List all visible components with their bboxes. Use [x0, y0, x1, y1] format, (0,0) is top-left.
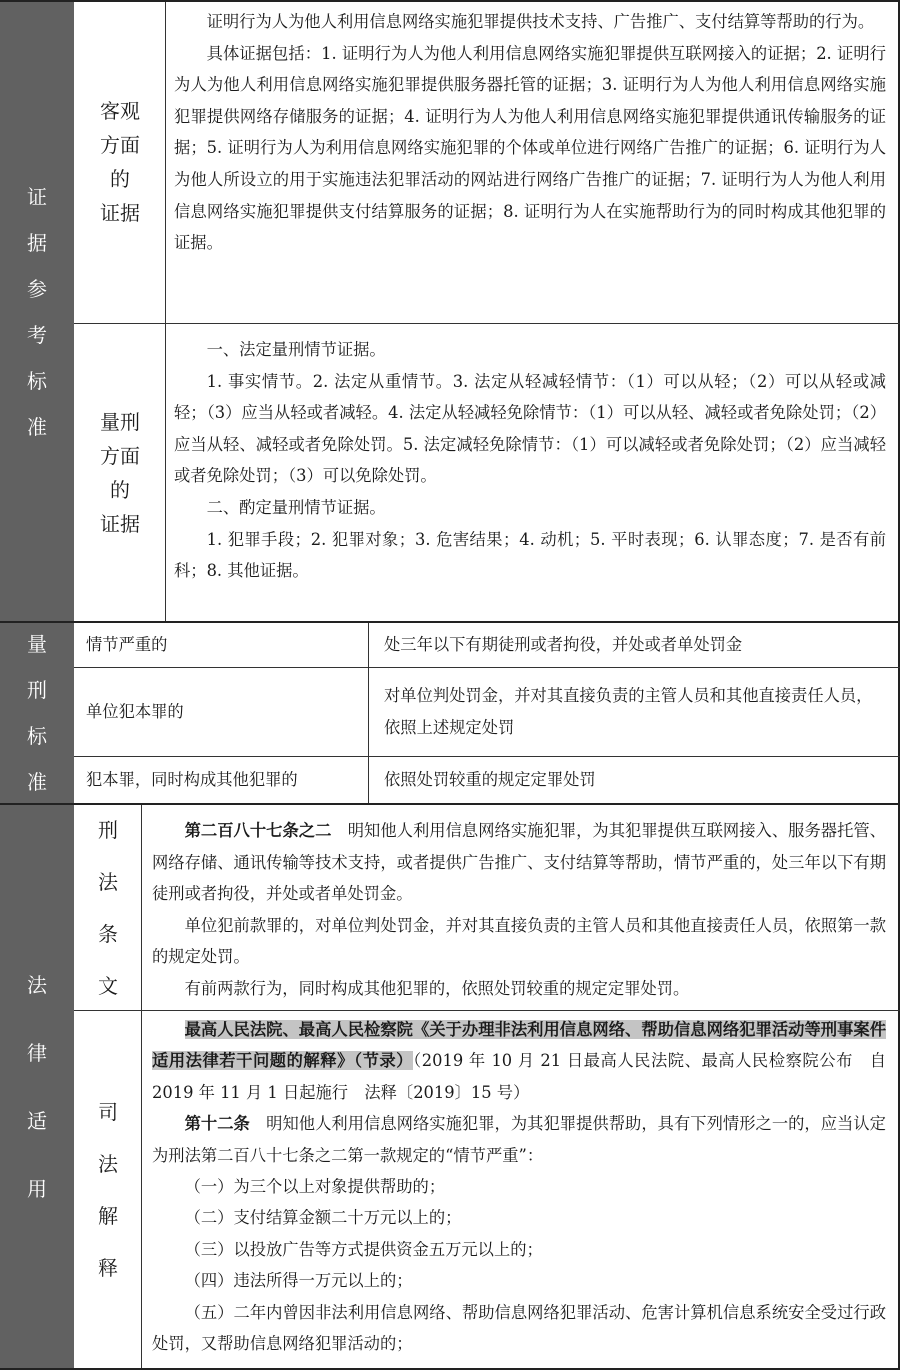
side-char: 律	[27, 1040, 47, 1065]
penalty-cell: 依照处罚较重的规定定罪处罚	[384, 770, 596, 790]
paragraph: 单位犯前款罪的，对单位判处罚金，并对其直接负责的主管人员和其他直接责任人员，依照第一款的规定处罚。	[152, 915, 886, 967]
side-char: 标	[27, 369, 47, 393]
label-line: 法	[98, 869, 118, 894]
side-char: 证	[27, 185, 47, 209]
column-divider	[141, 805, 142, 1368]
list-item: （一）为三个以上对象提供帮助的；	[184, 1177, 446, 1197]
side-char: 法	[27, 972, 47, 997]
condition-cell: 单位犯本罪的	[86, 702, 184, 722]
column-divider	[368, 623, 369, 803]
paragraph: 1. 犯罪手段；2. 犯罪对象；3. 危害结果；4. 动机；5. 平时表现；6. 认罪态度；7. 是否有前科；8. 其他证据。	[174, 529, 886, 581]
side-char: 用	[27, 1176, 47, 1201]
label-line: 证据	[100, 512, 140, 536]
label-line: 证据	[100, 201, 140, 225]
law-application-side-label	[0, 805, 74, 1368]
evidence-standard-side-label	[0, 2, 74, 622]
article-text: 明知他人利用信息网络实施犯罪，为其犯罪提供帮助，具有下列情形之一的，应当认定为刑法第二百八十七条之二第一款规定的“情节严重”：	[152, 1114, 886, 1165]
article-title: 第十二条	[184, 1114, 250, 1134]
label-line: 客观	[100, 99, 140, 123]
paragraph: 二、酌定量刑情节证据。	[206, 497, 386, 517]
sentencing-standard-side-label	[0, 623, 74, 803]
criminal-law-label	[74, 805, 142, 1010]
label-line: 司	[98, 1099, 118, 1124]
document-meta: （2019 年 10 月 21 日最高人民法院、最高人民检察院公布 自 2019 年 11 月 1 日起施行 法释〔2019〕15 号）	[152, 1051, 886, 1102]
document-title-paragraph	[152, 1014, 886, 1108]
side-char: 据	[27, 231, 47, 255]
label-line: 量刑	[100, 410, 140, 434]
judicial-interpretation-text	[152, 1014, 886, 1359]
objective-evidence-text	[174, 6, 886, 259]
side-char: 适	[27, 1108, 47, 1133]
paragraph: 具体证据包括：1. 证明行为人为他人利用信息网络实施犯罪提供互联网接入的证据；2. 证明行为人为他人利用信息网络实施犯罪提供服务器托管的证据；3. 证明行为人为他人利用信息网络实施犯罪提供网络存储服务的证据；4. 证明行为人为他人利用信息网络实施犯罪提供通讯传输服务的证据；5. 证明行为人为利用信息网络实施犯罪的个体或单位进行网络广告推广的证据；6. 证明行为人为他人所设立的用于实施违法犯罪活动的网站进行网络广告推广的证据；7. 证明行为人为他人利用信息网络实施犯罪提供支付结算服务的证据；8. 证明行为人在实施帮助行为的同时构成其他犯罪的证据。	[174, 43, 886, 253]
label-line: 释	[98, 1255, 118, 1280]
paragraph: 1. 事实情节。2. 法定从重情节。3. 法定从轻减轻情节：（1）可以从轻；（2）可以从轻或减轻；（3）应当从轻或者减轻。4. 法定从轻减轻免除情节：（1）可以从轻、减轻或者免除处罚；（2）应当从轻、减轻或者免除处罚。5. 法定减轻免除情节：（1）可以减轻或者免除处罚；（2）应当减轻或者免除处罚；（3）可以免除处罚。	[174, 371, 886, 486]
sentencing-evidence-text	[174, 334, 886, 587]
paragraph: 一、法定量刑情节证据。	[206, 340, 386, 359]
label-line: 法	[98, 1151, 118, 1176]
side-char: 准	[27, 415, 47, 439]
row-divider	[74, 323, 900, 324]
label-line: 刑	[98, 817, 118, 842]
label-line: 方面	[100, 133, 140, 157]
penalty-cell: 对单位判处罚金，并对其直接负责的主管人员和其他直接责任人员，依照上述规定处罚	[384, 686, 873, 737]
condition-cell: 犯本罪，同时构成其他犯罪的	[86, 770, 298, 790]
label-line: 的	[110, 167, 130, 191]
list-item: （二）支付结算金额二十万元以上的；	[184, 1208, 462, 1228]
list-item: （五）二年内曾因非法利用信息网络、帮助信息网络犯罪活动、危害计算机信息系统安全受过行政处罚，又帮助信息网络犯罪活动的；	[152, 1302, 886, 1354]
list-item: （四）违法所得一万元以上的；	[184, 1271, 413, 1291]
condition-cell: 情节严重的	[86, 635, 168, 655]
side-char: 刑	[27, 678, 47, 702]
side-char: 考	[27, 323, 47, 347]
list-item: （三）以投放广告等方式提供资金五万元以上的；	[184, 1239, 543, 1259]
label-line: 解	[98, 1203, 118, 1228]
criminal-law-text	[152, 815, 886, 1005]
paragraph: 证明行为人为他人利用信息网络实施犯罪提供技术支持、广告推广、支付结算等帮助的行为。	[206, 12, 875, 31]
objective-evidence-label	[74, 2, 166, 322]
document-title: 最高人民法院、最高人民检察院《关于办理非法利用信息网络、帮助信息网络犯罪活动等刑事案件适用法律若干问题的解释》（节录）	[152, 1020, 886, 1071]
article-text: 明知他人利用信息网络实施犯罪，为其犯罪提供互联网接入、服务器托管、网络存储、通讯传输等技术支持，或者提供广告推广、支付结算等帮助，情节严重的，处三年以下有期徒刑或者拘役，并处或者单处罚金。	[152, 821, 886, 904]
label-line: 条	[98, 921, 118, 946]
label-line: 的	[110, 478, 130, 502]
column-divider	[165, 2, 166, 622]
side-char: 标	[27, 724, 47, 748]
row-divider	[74, 1010, 900, 1011]
label-line: 方面	[100, 444, 140, 468]
article-title: 第二百八十七条之二	[184, 821, 332, 840]
article-paragraph	[152, 1108, 886, 1171]
sentencing-evidence-label	[74, 324, 166, 622]
side-char: 参	[27, 277, 47, 301]
judicial-interpretation-label	[74, 1011, 142, 1368]
penalty-cell: 处三年以下有期徒刑或者拘役，并处或者单处罚金	[384, 635, 743, 655]
side-char: 准	[27, 770, 47, 794]
article-paragraph	[152, 815, 886, 910]
paragraph: 有前两款行为，同时构成其他犯罪的，依照处罚较重的规定定罪处罚。	[184, 978, 690, 998]
side-char: 量	[27, 632, 47, 656]
label-line: 文	[98, 973, 118, 998]
